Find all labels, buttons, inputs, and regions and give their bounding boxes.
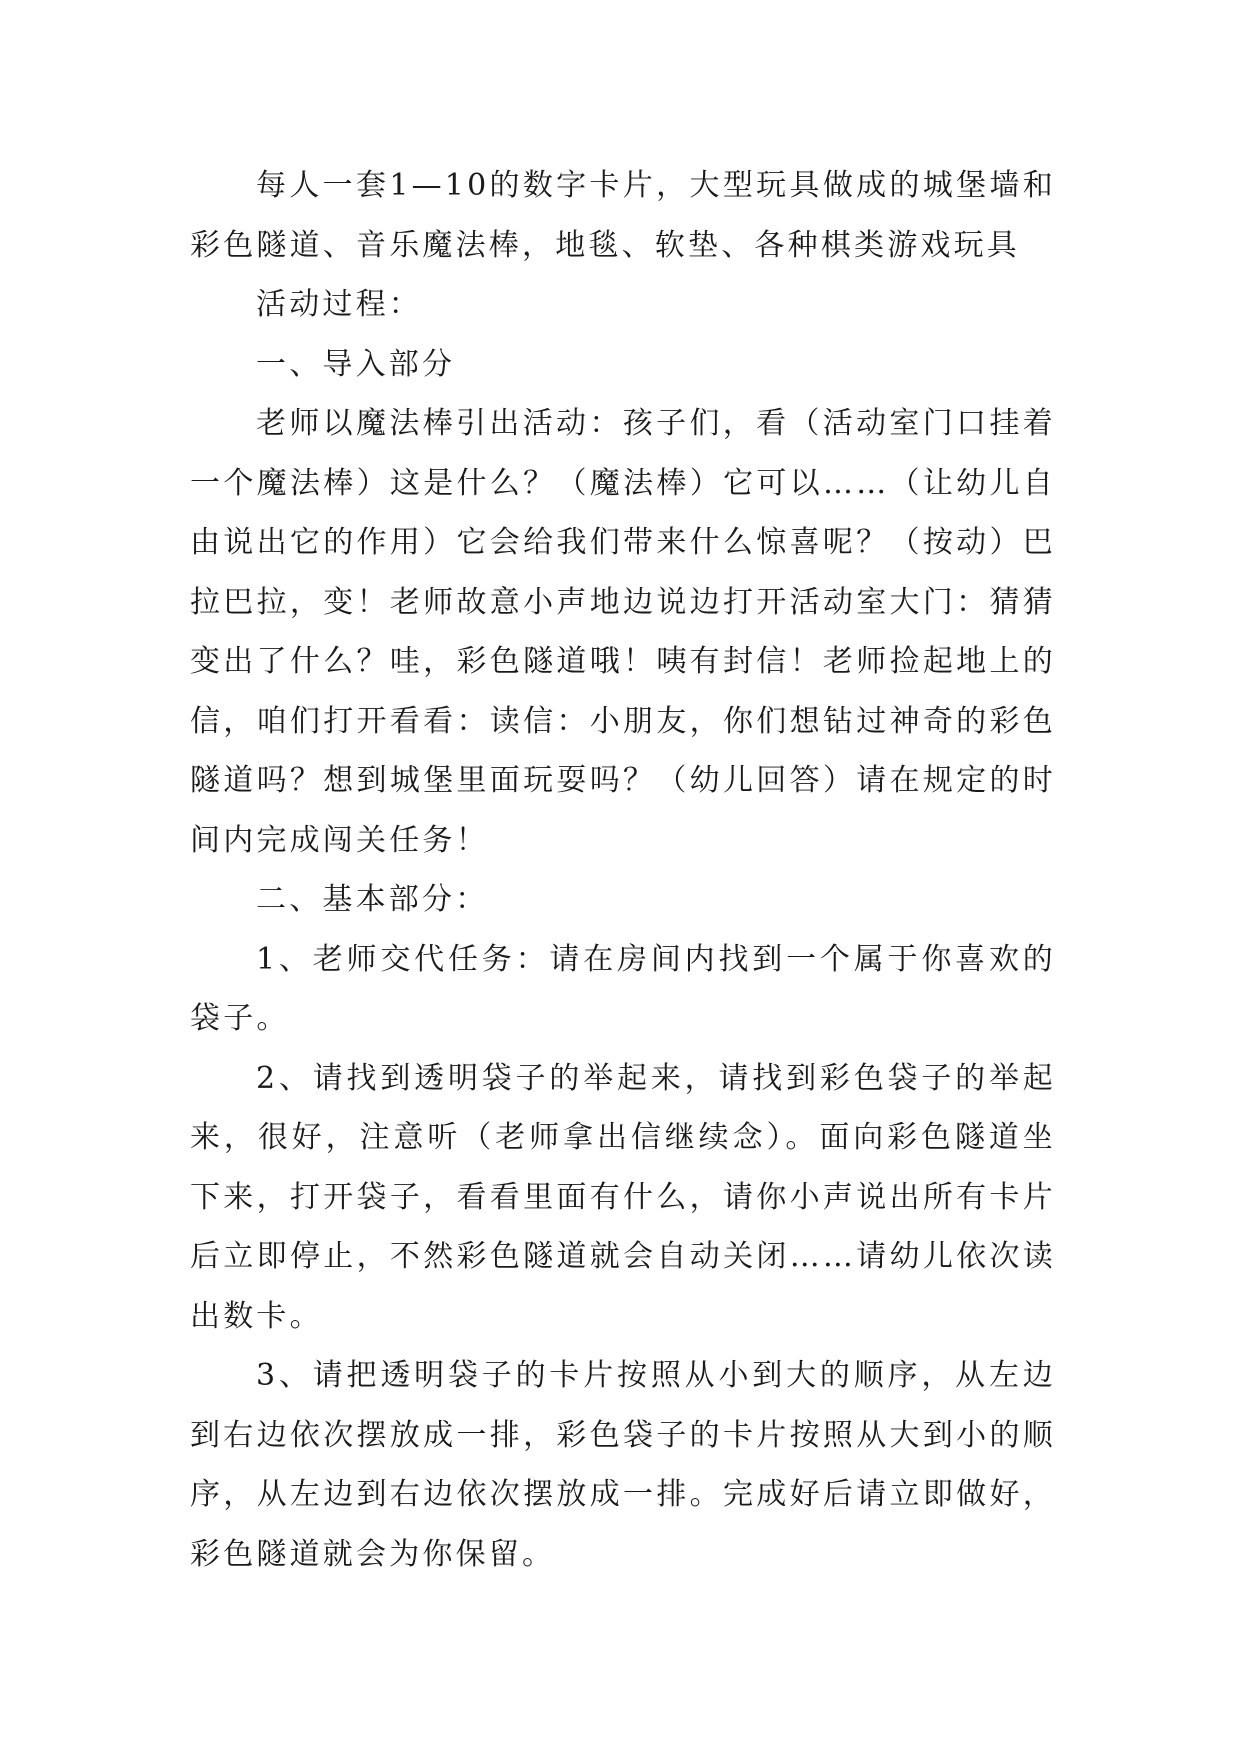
paragraph-materials: 每人一套1—10的数字卡片，大型玩具做成的城堡墙和彩色隧道、音乐魔法棒，地毯、软垫、各种棋类游戏玩具 <box>190 168 1056 263</box>
paragraph-step-3: 3、请把透明袋子的卡片按照从小到大的顺序，从左边到右边依次摆放成一排，彩色袋子的卡片按照从大到小的顺序，从左边到右边依次摆放成一排。完成好后请立即做好，彩色隧道就会为你保留。 <box>190 1358 1056 1572</box>
paragraph-activity-process-heading: 活动过程： <box>256 287 422 322</box>
paragraph-step-2: 2、请找到透明袋子的举起来，请找到彩色袋子的举起来，很好，注意听（老师拿出信继续念）。面向彩色隧道坐下来，打开袋子，看看里面有什么，请你小声说出所有卡片后立即停止，不然彩色隧道就会自动关闭……请幼儿依次读出数卡。 <box>190 1060 1056 1334</box>
paragraph-section-basic-heading: 二、基本部分： <box>256 882 489 917</box>
paragraph-intro-body: 老师以魔法棒引出活动：孩子们，看（活动室门口挂着一个魔法棒）这是什么？（魔法棒）它可以……（让幼儿自由说出它的作用）它会给我们带来什么惊喜呢？（按动）巴拉巴拉，变！老师故意小声地边说边打开活动室大门：猜猜变出了什么？哇，彩色隧道哦！咦有封信！老师捡起地上的信，咱们打开看看：读信：小朋友，你们想钻过神奇的彩色隧道吗？想到城堡里面玩耍吗？（幼儿回答）请在规定的时间内完成闯关任务！ <box>190 406 1056 858</box>
paragraph-step-1: 1、老师交代任务：请在房间内找到一个属于你喜欢的袋子。 <box>190 941 1056 1036</box>
paragraph-section-intro-heading: 一、导入部分 <box>256 346 456 382</box>
document-body <box>190 156 1056 1584</box>
